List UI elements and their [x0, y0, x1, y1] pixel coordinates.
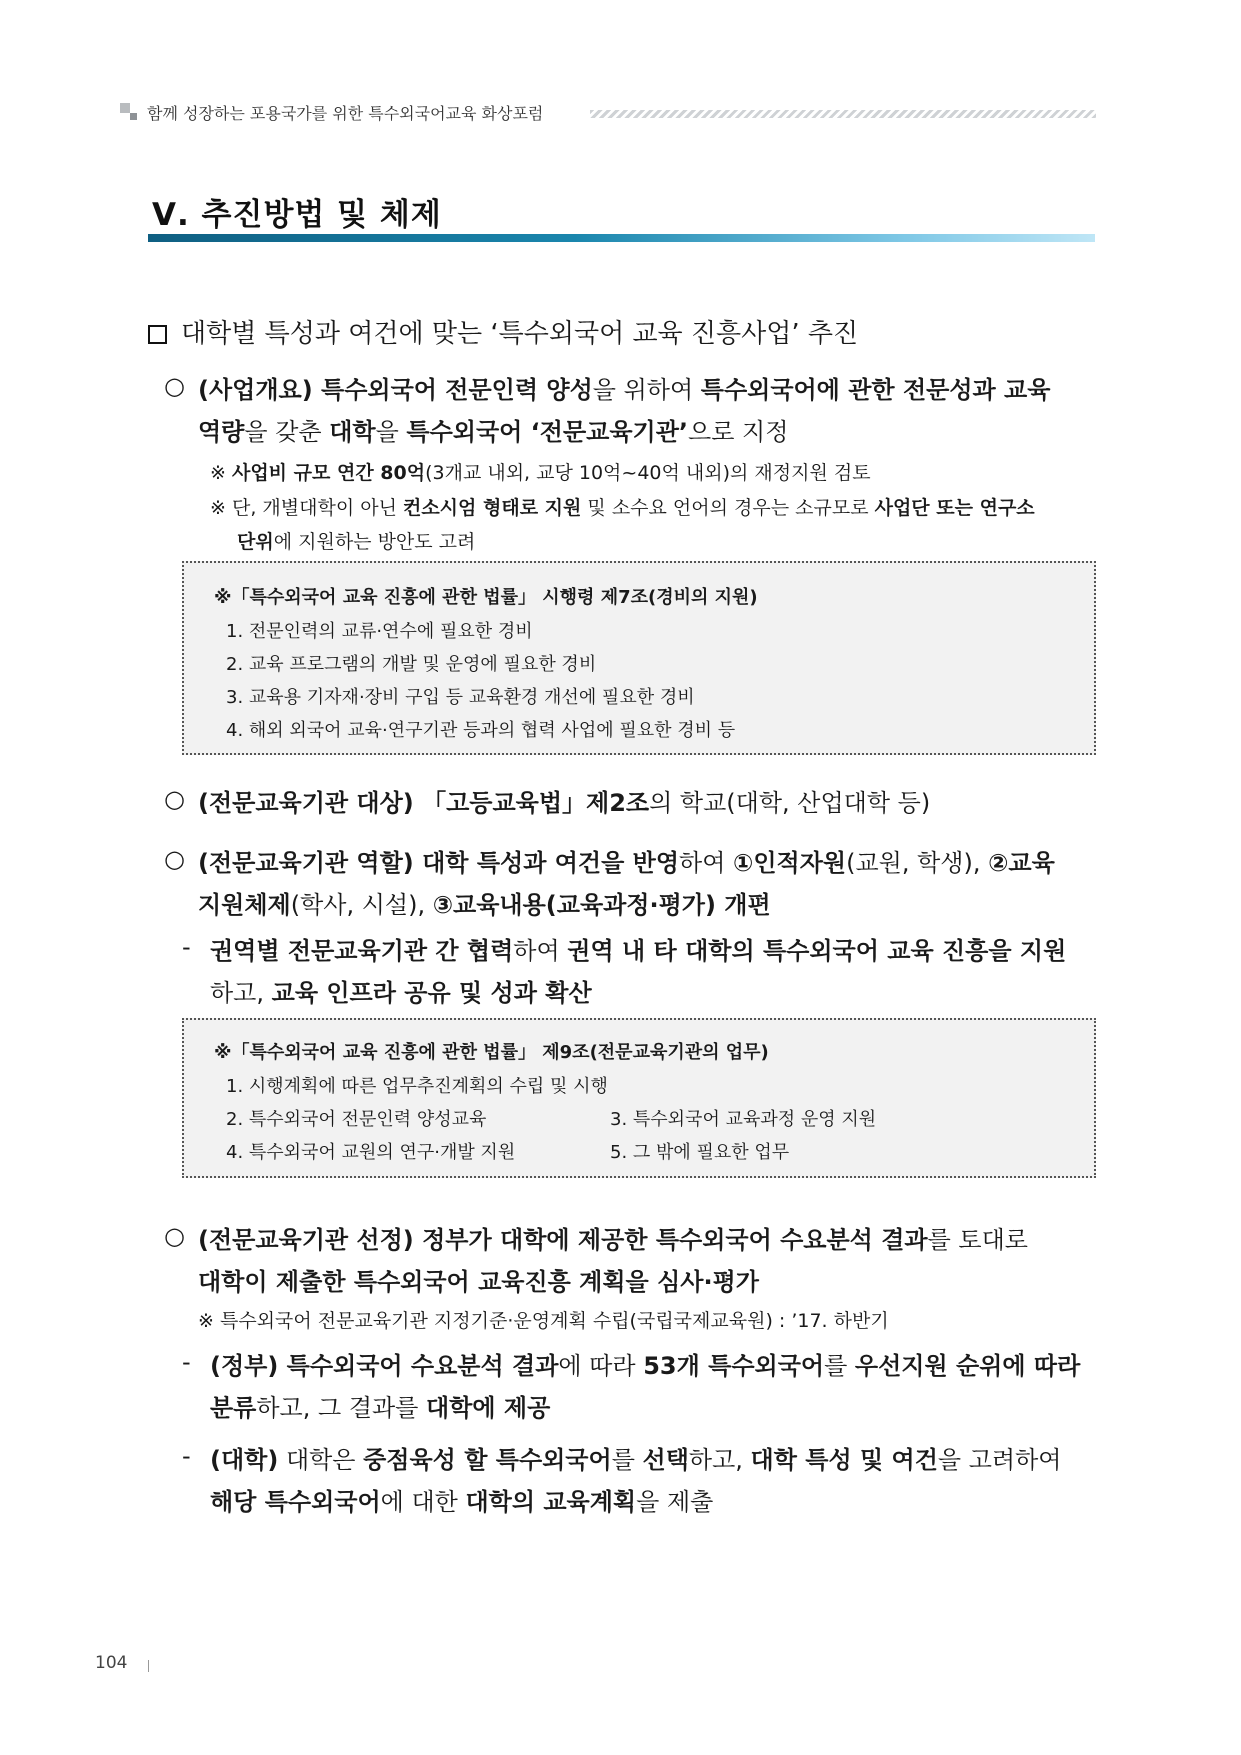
item4-line2	[198, 1262, 759, 1297]
header-square-icon	[120, 103, 130, 113]
item4-sub2-e: 선택	[642, 1446, 689, 1474]
item1-note2-e: 단위	[237, 531, 274, 553]
item4-sub1-b: 에 따라	[558, 1352, 644, 1380]
item1-note2-line2	[237, 527, 475, 554]
item4-sub2-line2	[210, 1482, 713, 1517]
header-stripe-decoration	[590, 110, 1096, 118]
item4-t2: 를 토대로	[927, 1226, 1028, 1254]
item4-sub1-g: 하고, 그 결과를	[256, 1394, 426, 1422]
item1-note2-line1	[210, 493, 1035, 520]
item3-sub-d: 하고,	[210, 979, 272, 1007]
box1-item: 3. 교육용 기자재·장비 구입 등 교육환경 개선에 필요한 경비	[226, 687, 695, 708]
item4-note: ※ 특수외국어 전문교육기관 지정기준·운영계획 수립(국립국제교육원) : ’17. 하반기	[198, 1310, 889, 1332]
box2-title: ※「특수외국어 교육 진흥에 관한 법률」 제9조(전문교육기관의 업무)	[214, 1042, 769, 1063]
box1-title: ※「특수외국어 교육 진흥에 관한 법률」 시행령 제7조(경비의 지원)	[214, 587, 758, 608]
item4-sub2-b: 대학은	[278, 1446, 364, 1474]
item3-sub-b: 하여	[513, 937, 568, 965]
item1-bullet: ○	[164, 372, 185, 400]
item4-sub1-line2	[210, 1388, 550, 1423]
section-heading	[148, 313, 858, 350]
note-mark: ※	[210, 497, 226, 519]
item4-sub2-j: 에 대한	[380, 1488, 466, 1516]
item1-t2: 을 위하여	[592, 376, 701, 404]
item4-sub1-d: 를	[824, 1352, 855, 1380]
item4-sub2-i: 해당 특수외국어	[210, 1488, 381, 1516]
item1-note2-f: 에 지원하는 방안도 고려	[273, 531, 476, 553]
item4-sub2-a: (대학)	[210, 1446, 279, 1474]
item3-sub-e: 교육 인프라 공유 및 성과 확산	[271, 979, 592, 1007]
box2-item: 4. 특수외국어 교원의 연구·개발 지원	[226, 1142, 516, 1163]
item2-line1	[198, 783, 930, 818]
page-number-divider	[148, 1660, 149, 1672]
item1-line1	[198, 370, 1050, 405]
item1-note1-a: 사업비 규모 연간 80억	[231, 462, 426, 484]
item1-line2	[198, 412, 788, 447]
item4-sub2-h: 을 고려하여	[937, 1446, 1062, 1474]
item3-t8: ③교육내용(교육과정·평가) 개편	[432, 891, 771, 919]
item1-t1: (사업개요) 특수외국어 전문인력 양성	[198, 376, 593, 404]
section-heading-text: 대학별 특성과 여건에 맞는 ‘특수외국어 교육 진흥사업’ 추진	[181, 319, 859, 349]
item4-sub2-line1	[210, 1440, 1061, 1475]
item4-line1	[198, 1220, 1028, 1255]
item2-t1: (전문교육기관 대상) 「고등교육법」제2조	[198, 789, 650, 817]
checkbox-square-icon	[148, 325, 167, 344]
chapter-title: Ⅴ. 추진방법 및 체제	[152, 197, 442, 233]
law-excerpt-box-2	[182, 1018, 1096, 1178]
item3-t4: (교원, 학생),	[846, 849, 989, 877]
header-square-small-icon	[130, 113, 137, 120]
law-excerpt-box-1	[182, 561, 1096, 755]
item3-t6: 지원체제	[198, 891, 291, 919]
item4-sub2-l: 을 제출	[636, 1488, 714, 1516]
item3-bullet: ○	[164, 845, 185, 873]
item3-sub-a: 권역별 전문교육기관 간 협력	[210, 937, 514, 965]
item1-t4: 역량	[198, 418, 245, 446]
item1-t6: 대학	[329, 418, 376, 446]
item4-sub1-a: (정부) 특수외국어 수요분석 결과	[210, 1352, 559, 1380]
item4-t1: (전문교육기관 선정) 정부가 대학에 제공한 특수외국어 수요분석 결과	[198, 1226, 928, 1254]
item3-t7: (학사, 시설),	[290, 891, 433, 919]
item1-note2-c: 및 소수요 언어의 경우는 소규모로	[581, 497, 875, 519]
box1-item: 4. 해외 외국어 교육·연구기관 등과의 협력 사업에 필요한 경비 등	[226, 720, 736, 741]
item4-bullet: ○	[164, 1222, 185, 1250]
box1-item: 1. 전문인력의 교류·연수에 필요한 경비	[226, 621, 533, 642]
item4-sub1-h: 대학에 제공	[426, 1394, 551, 1422]
note-mark: ※	[210, 462, 226, 484]
item4-sub1-line1	[210, 1346, 1080, 1381]
item1-t9: 으로 지정	[688, 418, 789, 446]
item1-note2-a: 단, 개별대학이 아닌	[231, 497, 403, 519]
item3-sub-dash: -	[182, 933, 191, 961]
page-number: 104	[95, 1653, 128, 1673]
item1-t8: 특수외국어 ‘전문교육기관’	[406, 418, 689, 446]
running-header-title: 함께 성장하는 포용국가를 위한 특수외국어교육 화상포럼	[147, 104, 544, 123]
item3-t5: ②교육	[988, 849, 1055, 877]
box2-item: 5. 그 밖에 필요한 업무	[610, 1142, 790, 1163]
box2-item: 2. 특수외국어 전문인력 양성교육	[226, 1109, 487, 1130]
item3-line1	[198, 843, 1055, 878]
item4-sub1-e: 우선지원 순위에 따라	[854, 1352, 1081, 1380]
item2-bullet: ○	[164, 785, 185, 813]
item4-sub2-dash: -	[182, 1442, 191, 1470]
item3-t1: (전문교육기관 역할) 대학 특성과 여건을 반영	[198, 849, 680, 877]
item1-note1	[210, 458, 871, 485]
item3-sub-line2	[210, 973, 592, 1008]
item4-sub2-c: 중점육성 할 특수외국어	[363, 1446, 612, 1474]
item4-sub1-f: 분류	[210, 1394, 257, 1422]
item1-t3: 특수외국어에 관한 전문성과 교육	[700, 376, 1051, 404]
item4-sub1-dash: -	[182, 1348, 191, 1376]
item4-sub1-c: 53개 특수외국어	[643, 1352, 825, 1380]
box1-item: 2. 교육 프로그램의 개발 및 운영에 필요한 경비	[226, 654, 597, 675]
item1-note2-b: 컨소시엄 형태로 지원	[402, 497, 582, 519]
item1-note2-d: 사업단 또는 연구소	[874, 497, 1035, 519]
item4-sub2-f: 하고,	[688, 1446, 751, 1474]
box2-item: 3. 특수외국어 교육과정 운영 지원	[610, 1109, 877, 1130]
box2-item: 1. 시행계획에 따른 업무추진계획의 수립 및 시행	[226, 1076, 608, 1097]
item3-sub-line1	[210, 931, 1066, 966]
item1-note1-b: (3개교 내외, 교당 10억~40억 내외)의 재정지원 검토	[425, 462, 871, 484]
item1-t5: 을 갖춘	[244, 418, 330, 446]
item2-t2: 의 학교(대학, 산업대학 등)	[649, 789, 931, 817]
item3-t3: ①인적자원	[733, 849, 847, 877]
chapter-title-underline	[148, 234, 1095, 242]
item3-sub-c: 권역 내 타 대학의 특수외국어 교육 진흥을 지원	[567, 937, 1067, 965]
item3-t2: 하여	[679, 849, 734, 877]
item4-sub2-d: 를	[611, 1446, 643, 1474]
item4-sub2-g: 대학 특성 및 여건	[750, 1446, 938, 1474]
item1-t7: 을	[375, 418, 407, 446]
item4-sub2-k: 대학의 교육계획	[465, 1488, 637, 1516]
item3-line2	[198, 885, 771, 920]
item4-t3: 대학이 제출한 특수외국어 교육진흥 계획을 심사·평가	[198, 1268, 759, 1296]
